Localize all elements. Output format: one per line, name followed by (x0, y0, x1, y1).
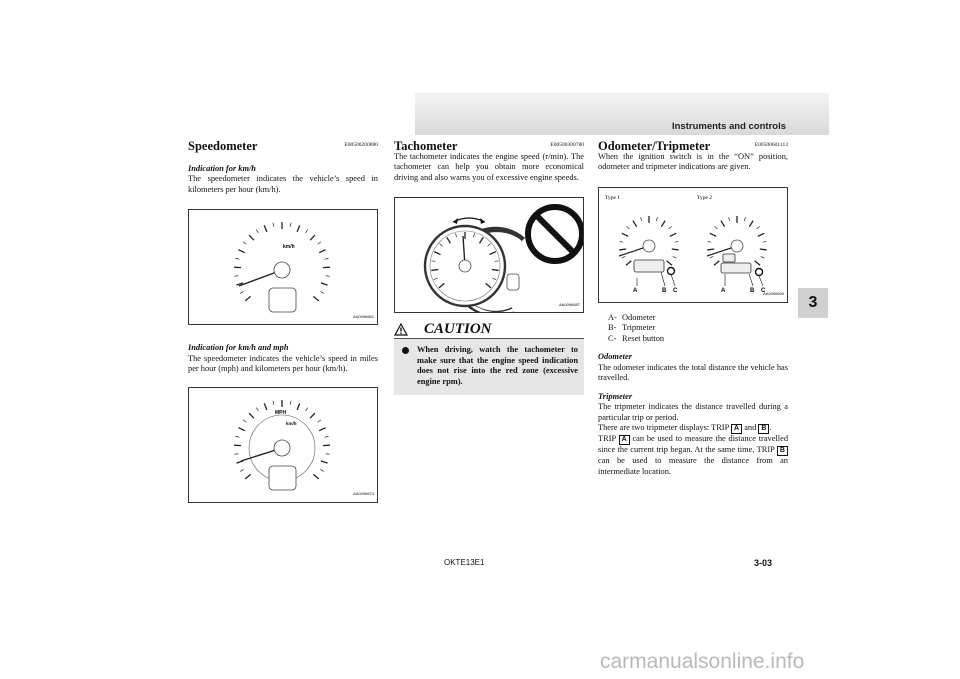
dial-tick (235, 258, 239, 259)
section-code: E00500200880 (344, 142, 378, 148)
subhead-odometer: Odometer (598, 352, 632, 361)
figure-odometer (598, 187, 788, 303)
odometer-display-type1 (634, 260, 664, 272)
page-number: 3-03 (754, 558, 773, 568)
callout-b: B (662, 287, 667, 294)
dial-tick (656, 217, 657, 221)
dial-tick (239, 427, 245, 430)
dial-tick (240, 291, 243, 293)
needle-hub (274, 262, 290, 278)
section-title: Instruments and controls (671, 121, 786, 132)
warning-triangle-icon (394, 323, 408, 336)
dial-tick (306, 407, 308, 410)
display-window (269, 466, 296, 490)
callout-line (749, 274, 753, 286)
dial-tick (707, 241, 711, 242)
callout-line (661, 272, 665, 286)
dial-tick (619, 241, 623, 242)
tachometer-illustration (395, 198, 583, 312)
bullet-icon (402, 347, 409, 354)
figure-speedometer-mph (188, 387, 378, 503)
paragraph-tachometer: The tachometer indicates the engine speed (r/min). The tachometer can help you obtain more economical driving and also warns you of excessive engine speeds. (394, 151, 584, 182)
dial-tick (273, 400, 274, 404)
figure-code: AA0096687 (559, 301, 580, 307)
dial-tick (243, 242, 246, 244)
dial-tick (240, 469, 243, 471)
odometer-heading: Odometer/Tripmeter E00500601113 (598, 139, 788, 153)
dial-tick (235, 436, 239, 437)
dial-tick (672, 249, 679, 250)
dial-tick (749, 220, 753, 226)
paragraph-kmh: The speedometer indicates the vehicle’s speed in kilometers per hour (km/h). (188, 174, 378, 194)
dial-tick (626, 226, 629, 229)
type2-label: Type 2 (697, 194, 713, 201)
figure-code: AA0096690 (763, 291, 784, 296)
dial-tick (758, 233, 764, 236)
callout-c: C (761, 287, 766, 294)
section-code: E00500601113 (754, 142, 788, 148)
display-window (269, 288, 296, 312)
dial-tick (626, 260, 631, 265)
dial-tick (669, 226, 672, 229)
dial-tick (326, 453, 330, 454)
dial-tick (239, 250, 245, 253)
type1-label: Type 1 (605, 194, 621, 201)
figure-code: AA0096661 (353, 313, 374, 319)
dial-tick (619, 249, 626, 250)
dial-tick (710, 256, 714, 258)
dial-tick (290, 400, 291, 404)
trip-b-symbol: B (758, 424, 769, 434)
dial-tick (673, 256, 677, 258)
dial-tick (320, 469, 323, 471)
dial-tick (313, 474, 318, 479)
mph-dial-label: MPH (275, 409, 287, 416)
dial-tick (667, 260, 672, 265)
legend-item: C- Reset button (608, 333, 665, 343)
subhead-kmh: Indication for km/h (188, 163, 256, 173)
figure-legend (608, 313, 788, 345)
dial-tick (318, 419, 321, 421)
dial-tick (707, 249, 714, 250)
dial-tick (670, 233, 676, 236)
needle-hub (274, 440, 290, 456)
dial-tick (297, 225, 300, 232)
legend-item: A- Odometer (608, 312, 656, 322)
needle-hub (643, 240, 655, 252)
figure-tachometer (394, 197, 584, 313)
paragraph-trip-displays: There are two tripmeter displays: TRIP A and B . (598, 423, 772, 432)
dial-tick (249, 235, 254, 240)
dial-tick (321, 460, 328, 462)
callout-b: B (750, 287, 755, 294)
paragraph-tripmeter: The tripmeter indicates the distance travelled during a particular trip or period. (598, 402, 788, 422)
dial-tick (306, 230, 308, 233)
trip-b-symbol: B (777, 446, 788, 456)
caution-box (394, 323, 584, 395)
caution-text: When driving, watch the tachometer to make sure that the engine speed indication does not rise into the red zone (excessive engine rpm). (417, 345, 578, 386)
watermark: carmanualsonline.info (600, 650, 805, 673)
tachometer-heading: Tachometer E00500300780 (394, 139, 584, 153)
trip-a-symbol: A (731, 424, 742, 434)
paragraph-mph: The speedometer indicates the vehicle’s speed in miles per hour (mph) and kilometers per hour (km/h). (188, 353, 378, 373)
dial-tick (755, 260, 760, 265)
dial-tick (325, 258, 329, 259)
reset-button-icon (756, 268, 763, 275)
dial-tick (313, 296, 318, 301)
speedometer-column (188, 140, 378, 513)
paragraph-odometer: The odometer indicates the total distance the vehicle has travelled. (598, 362, 788, 382)
subhead-tripmeter: Tripmeter (598, 391, 633, 401)
reset-button-icon (668, 267, 675, 274)
callout-line (759, 276, 763, 286)
dial-tick (431, 270, 438, 271)
dial-tick (675, 241, 679, 242)
section-code: E00500300780 (550, 142, 584, 148)
speedometer-kmh-dial (189, 210, 377, 324)
dial-tick (297, 403, 300, 410)
dial-tick (245, 474, 250, 479)
dial-tick (714, 260, 719, 265)
paragraph-odometer-intro: When the ignition switch is in the “ON” position, odometer and tripmeter indications are given. (598, 151, 788, 171)
dial-tick (264, 403, 267, 410)
dial-tick (256, 230, 258, 233)
dial-tick (710, 233, 716, 236)
dial-tick (492, 270, 499, 271)
dial-tick (721, 220, 725, 226)
caution-title: CAUTION (424, 321, 492, 338)
odometer-illustration (599, 188, 787, 302)
paragraph-trip-a-b: TRIP A can be used to measure the distance travelled since the current trip began. At the same time, TRIP B can be used to measure the distance from an intermediate location. (598, 434, 789, 476)
dial-tick (757, 226, 760, 229)
dial-tick (325, 436, 329, 437)
figure-code: AA0096674 (353, 491, 374, 496)
callout-a: A (721, 287, 726, 294)
dial-tick (310, 235, 315, 240)
display-window (507, 274, 519, 290)
kmh-dial-label: km/h (283, 244, 295, 250)
speedometer-heading: Speedometer E00500200880 (188, 139, 378, 153)
legend-item: B- Tripmeter (608, 323, 656, 332)
callout-c: C (673, 287, 678, 294)
dial-tick (318, 242, 321, 244)
subhead-mph: Indication for km/h and mph (188, 343, 289, 352)
dial-tick (234, 453, 238, 454)
dial-tick (763, 241, 767, 242)
dial-tick (273, 223, 274, 227)
dial-tick (310, 413, 315, 418)
kmh-inner-label: km/h (286, 420, 297, 426)
caution-header (394, 323, 584, 339)
dial-tick (744, 217, 745, 221)
dial-tick (319, 250, 325, 253)
caution-body (394, 339, 584, 395)
dial-tick (622, 256, 626, 258)
dial-tick (729, 217, 730, 221)
tripmeter-display-type2 (723, 254, 735, 262)
figure-speedometer-kmh (188, 209, 378, 325)
dial-tick (234, 276, 238, 277)
dial-tick (326, 276, 330, 277)
document-code: OKTE13E1 (444, 558, 485, 567)
odometer-display-type2 (721, 263, 751, 273)
needle-hub (459, 260, 471, 272)
chapter-tab: 3 (798, 288, 828, 318)
dial-tick (714, 226, 717, 229)
dial-tick (321, 283, 328, 285)
dial-tick (243, 419, 246, 421)
tachometer-column (394, 140, 584, 395)
odometer-column (598, 140, 788, 477)
trip-a-symbol: A (619, 435, 630, 445)
speedometer-mph-dial (189, 388, 377, 502)
dial-tick (264, 225, 267, 232)
dial-tick (245, 296, 250, 301)
callout-line (671, 274, 675, 286)
needle-hub (731, 240, 743, 252)
dial-tick (760, 249, 767, 250)
dial-tick (319, 427, 325, 430)
dial-tick (320, 291, 323, 293)
dial-tick (249, 413, 254, 418)
dial-tick (641, 217, 642, 221)
dial-tick (661, 220, 665, 226)
dial-tick (633, 220, 637, 226)
dial-tick (622, 233, 628, 236)
dial-tick (290, 223, 291, 227)
dial-tick (256, 407, 258, 410)
callout-a: A (633, 287, 638, 294)
dial-tick (761, 256, 765, 258)
